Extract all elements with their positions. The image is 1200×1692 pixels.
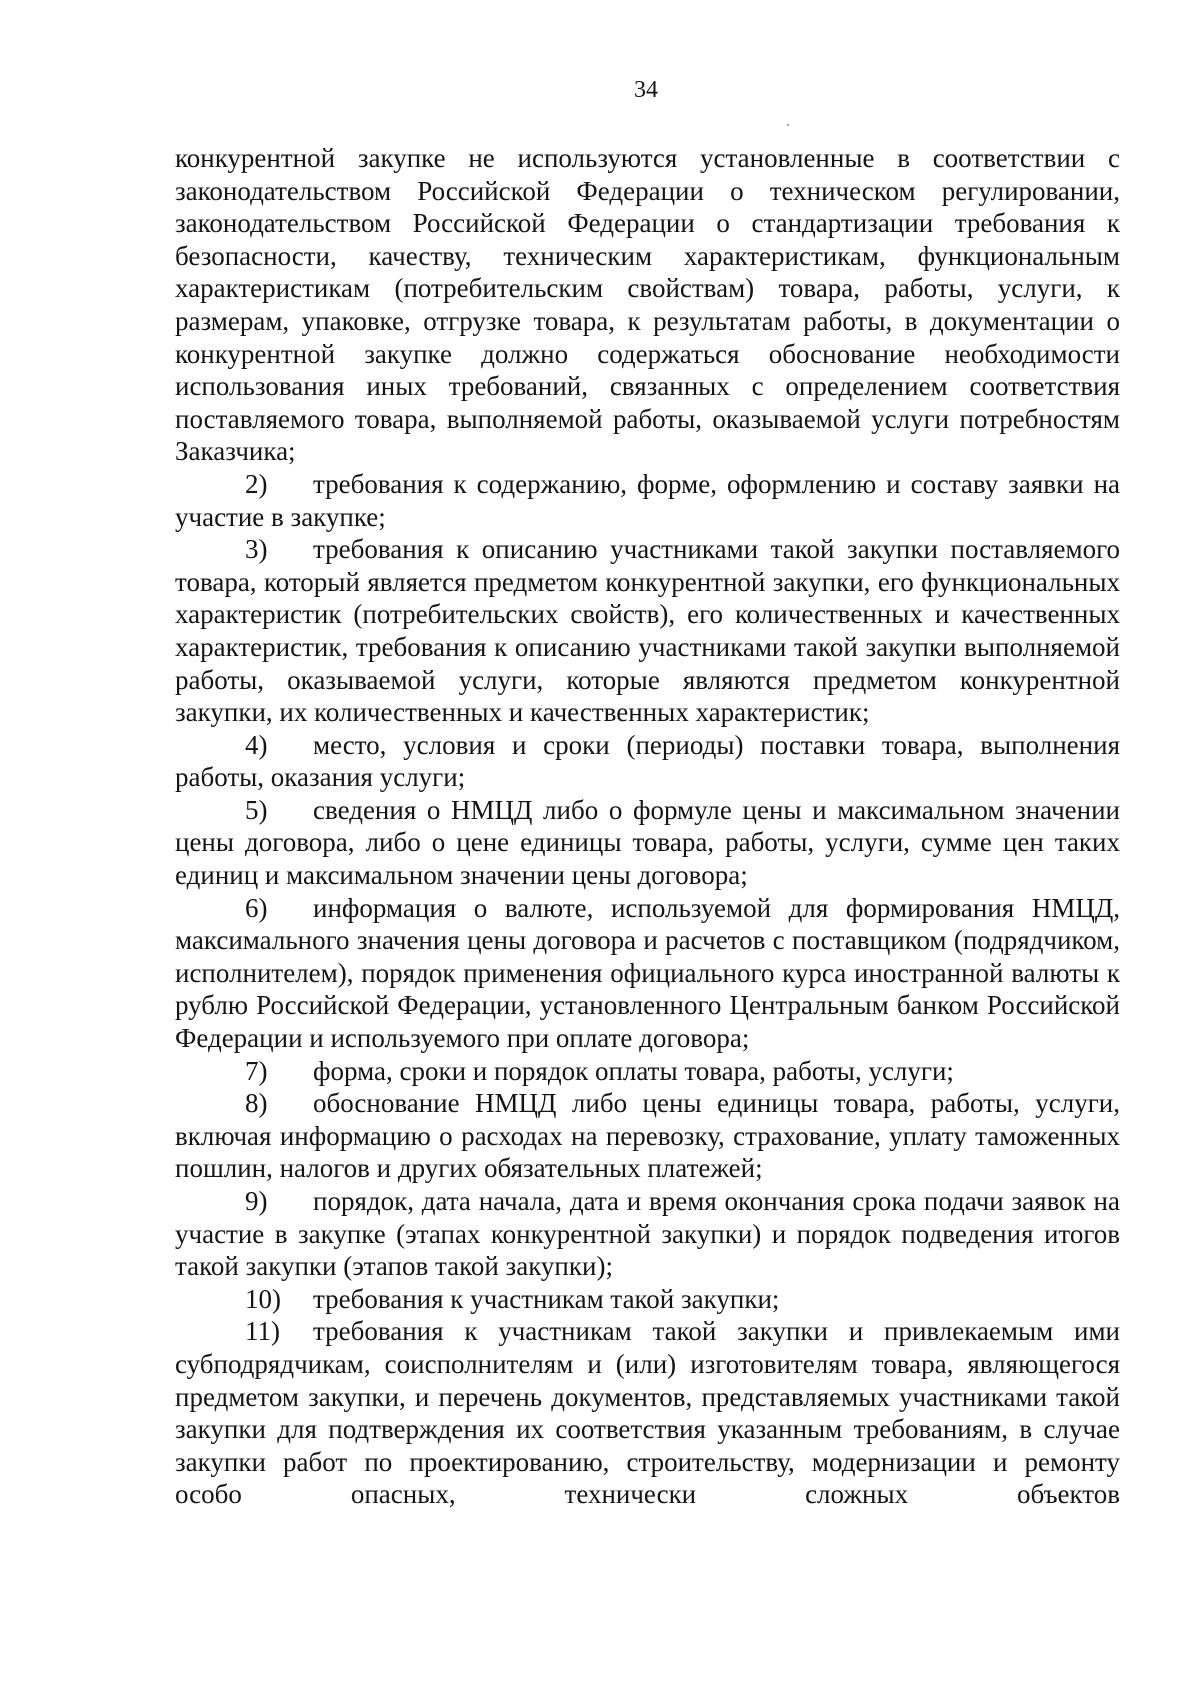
list-item-8: [175, 1087, 1120, 1185]
list-item-3: [175, 533, 1120, 729]
item-text: информация о валюте, используемой для формирования НМЦД, максимального значения цены договора и расчетов с поставщиком (подрядчиком, исполнителем), порядок применения официального курса иностранной валюты к рублю Российской Федерации, установленного Центральным банком Российской Федерации и используемого при оплате договора;: [175, 892, 1120, 1054]
item-text: форма, сроки и порядок оплаты товара, работы, услуги;: [313, 1055, 954, 1086]
item-text: обоснование НМЦД либо цены единицы товара, работы, услуги, включая информацию о расходах на перевозку, страхование, уплату таможенных пошлин, налогов и других обязательных платежей;: [175, 1088, 1120, 1184]
item-number: 7): [245, 1055, 268, 1086]
list-item-10: [175, 1283, 1120, 1316]
list-item-4: [175, 729, 1120, 794]
scan-artifact: [787, 124, 789, 126]
list-item-9: [175, 1185, 1120, 1283]
item-text: требования к содержанию, форме, оформлению и составу заявки на участие в закупке;: [175, 468, 1120, 532]
list-item-11: [175, 1315, 1120, 1511]
list-item-6: [175, 892, 1120, 1055]
item-number: 4): [245, 729, 268, 760]
item-text: требования к описанию участниками такой закупки поставляемого товара, который является предметом конкурентной закупки, его функциональных характеристик (потребительских свойств), его количественных и качественных характеристик, требования к описанию участниками такой закупки выполняемой работы, оказываемой услуги, которые являются предметом конкурентной закупки, их количественных и качественных характеристик;: [175, 534, 1120, 728]
page-number: 34: [634, 77, 658, 103]
item-number: 8): [245, 1088, 268, 1119]
item-text: сведения о НМЦД либо о формуле цены и максимальном значении цены договора, либо о цене единицы товара, работы, услуги, сумме цен таких единиц и максимальном значении цены договора;: [175, 794, 1120, 891]
item-number: 2): [245, 468, 268, 499]
item-number: 5): [245, 794, 268, 825]
item-text: требования к участникам такой закупки и привлекаемым ими субподрядчикам, соисполнителям и (или) изготовителям товара, являющегося предметом закупки, и перечень документов, представляемых участниками такой закупки для подтверждения их соответствия указанным требованиям, в случае закупки работ по проектированию, строительству, модернизации и ремонту особо опасных, технически сложных объектов: [175, 1316, 1120, 1510]
item-number: 10): [245, 1283, 281, 1314]
item-number: 9): [245, 1186, 268, 1216]
document-body: [175, 142, 1120, 1511]
item-number: 6): [245, 892, 268, 923]
item-number: 3): [245, 534, 268, 565]
list-item-5: [175, 794, 1120, 892]
list-item-7: [175, 1055, 1120, 1088]
list-item-2: [175, 468, 1120, 533]
item-text: порядок, дата начала, дата и время окончания срока подачи заявок на участие в закупке (этапах конкурентной закупки) и порядок подведения итогов такой закупки (этапов такой закупки);: [175, 1186, 1120, 1282]
intro-paragraph: конкурентной закупке не используются установленные в соответствии с законодательством Российской Федерации о техническом регулировании, законодательством Российской Федерации о стандартизации требования к безопасности, качеству, техническим характеристикам, функциональным характеристикам (потребительским свойствам) товара, работы, услуги, к размерам, упаковке, отгрузке товара, к результатам работы, в документации о конкурентной закупке должно содержаться обоснование необходимости использования иных требований, связанных с определением соответствия поставляемого товара, выполняемой работы, оказываемой услуги потребностям Заказчика;: [175, 143, 1120, 467]
item-text: требования к участникам такой закупки;: [313, 1283, 780, 1314]
item-text: место, условия и сроки (периоды) поставки товара, выполнения работы, оказания услуги;: [175, 729, 1120, 793]
item-number: 11): [245, 1316, 280, 1347]
